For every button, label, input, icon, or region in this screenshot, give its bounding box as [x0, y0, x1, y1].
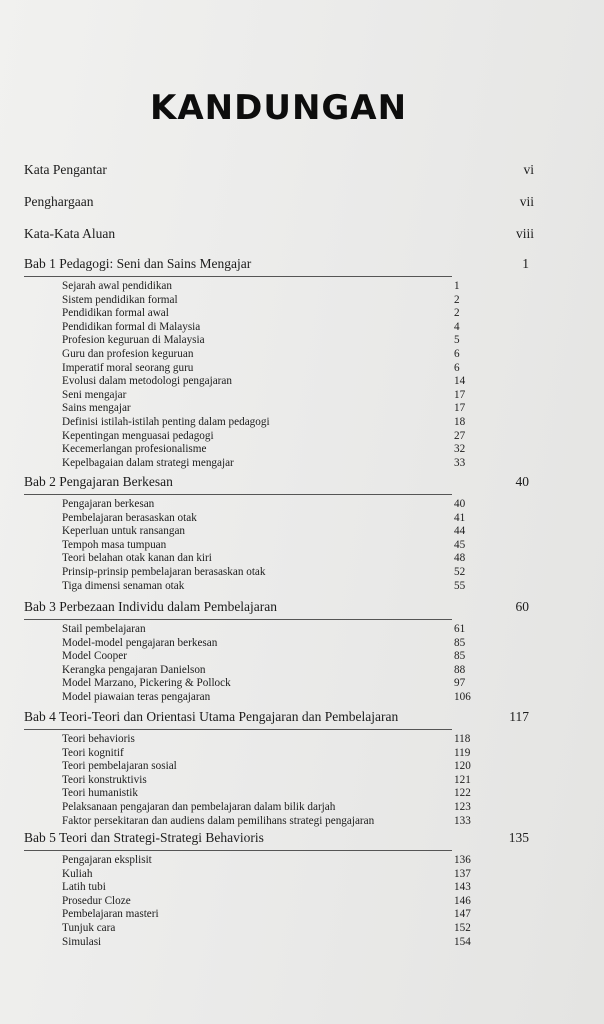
toc-entry	[62, 677, 529, 691]
toc-entry-label: Evolusi dalam metodologi pengajaran	[62, 375, 232, 388]
toc-entry-label: Sistem pendidikan formal	[62, 293, 178, 306]
toc-entry-page: 137	[454, 867, 471, 880]
toc-entry-page: 121	[454, 773, 471, 786]
toc-entry-page: 61	[454, 623, 466, 635]
toc-entry	[62, 637, 529, 651]
toc-entry-label: Simulasi	[62, 935, 102, 948]
toc-entry	[62, 539, 529, 553]
toc-entry-page: 6	[454, 361, 460, 374]
toc-entry	[62, 908, 529, 922]
toc-entry-label: Kuliah	[62, 867, 93, 880]
toc-entry-page: 14	[454, 375, 466, 388]
toc-entry-label: Kepelbagaian dalam strategi mengajar	[62, 456, 234, 469]
chapter-divider	[24, 850, 452, 851]
chapter-block	[24, 599, 529, 705]
toc-entry	[62, 457, 529, 471]
toc-entry-page: 133	[454, 814, 471, 827]
toc-entry-page: 97	[454, 677, 466, 690]
toc-entry-label: Pendidikan formal di Malaysia	[62, 320, 201, 333]
toc-entry-label: Model-model pengajaran berkesan	[62, 636, 218, 649]
toc-entry-page: 136	[454, 854, 471, 866]
toc-entry-label: Tempoh masa tumpuan	[62, 538, 167, 551]
chapter-divider	[24, 276, 452, 277]
toc-entry-label: Guru dan profesion keguruan	[62, 347, 194, 360]
toc-entry-page: 143	[454, 881, 471, 894]
page-title: KANDUNGAN	[150, 88, 408, 128]
toc-entry-page: 146	[454, 894, 471, 907]
toc-entry-label: Pengajaran eksplisit	[62, 854, 152, 866]
toc-entry-label: Seni mengajar	[62, 388, 127, 401]
front-matter-label: Kata Pengantar	[24, 162, 107, 177]
toc-entry-label: Latih tubi	[62, 881, 106, 894]
front-matter-item	[24, 162, 534, 178]
toc-entry-label: Teori pembelajaran sosial	[62, 760, 177, 773]
toc-entry-page: 17	[454, 388, 466, 401]
toc-entry-label: Definisi istilah-istilah penting dalam pedagogi	[62, 415, 270, 428]
front-matter-item	[24, 226, 534, 242]
toc-entry-page: 154	[454, 935, 471, 948]
toc-entry-page: 45	[454, 538, 466, 551]
toc-entry-page: 118	[454, 733, 471, 745]
chapter-heading	[24, 256, 529, 272]
toc-entry	[62, 334, 529, 348]
toc-entry	[62, 294, 529, 308]
toc-entry-label: Teori humanistik	[62, 787, 138, 800]
toc-entry	[62, 307, 529, 321]
toc-entry-page: 1	[454, 280, 460, 292]
toc-entry-label: Kerangka pengajaran Danielson	[62, 663, 206, 676]
toc-entry-label: Faktor persekitaran dan audiens dalam pemilihans strategi pengajaran	[62, 814, 375, 827]
chapter-block	[24, 830, 529, 949]
chapter-block	[24, 474, 529, 593]
toc-entry-label: Teori kognitif	[62, 746, 124, 759]
chapter-divider	[24, 494, 452, 495]
front-matter-item	[24, 194, 534, 210]
toc-entry-label: Pendidikan formal awal	[62, 307, 169, 320]
toc-entry-page: 44	[454, 525, 466, 538]
toc-entry	[62, 362, 529, 376]
toc-entry	[62, 760, 529, 774]
toc-entry-page: 119	[454, 746, 471, 759]
toc-entry	[62, 580, 529, 594]
toc-entry-page: 122	[454, 787, 471, 800]
chapter-title: Bab 1 Pedagogi: Seni dan Sains Mengajar	[24, 256, 252, 271]
toc-entry-page: 4	[454, 320, 460, 333]
toc-entry	[62, 623, 529, 637]
toc-entry	[62, 815, 529, 829]
toc-entry-page: 106	[454, 690, 471, 703]
chapter-page: 40	[515, 474, 529, 489]
toc-entry	[62, 787, 529, 801]
toc-entry-page: 2	[454, 293, 460, 306]
toc-entry	[62, 733, 529, 747]
toc-entry-label: Profesion keguruan di Malaysia	[62, 334, 205, 347]
toc-entry-label: Sains mengajar	[62, 402, 131, 415]
toc-entry-page: 152	[454, 921, 471, 934]
toc-entry-label: Kepentingan menguasai pedagogi	[62, 429, 214, 442]
toc-entry-label: Prosedur Cloze	[62, 894, 131, 907]
toc-entry-page: 55	[454, 579, 466, 592]
toc-entry-label: Pelaksanaan pengajaran dan pembelajaran dalam bilik darjah	[62, 800, 336, 813]
toc-entry	[62, 664, 529, 678]
chapter-title: Bab 2 Pengajaran Berkesan	[24, 474, 173, 489]
toc-entry-label: Model Marzano, Pickering & Pollock	[62, 677, 231, 690]
chapter-title: Bab 5 Teori dan Strategi-Strategi Behavioris	[24, 830, 264, 845]
toc-entry-label: Pengajaran berkesan	[62, 498, 155, 510]
toc-entry-page: 27	[454, 429, 466, 442]
toc-entry-label: Model Cooper	[62, 650, 127, 663]
toc-entry-label: Tunjuk cara	[62, 921, 116, 934]
toc-entry-page: 85	[454, 636, 466, 649]
toc-entry	[62, 416, 529, 430]
toc-entry	[62, 375, 529, 389]
toc-entry	[62, 801, 529, 815]
toc-entry-label: Kecemerlangan profesionalisme	[62, 443, 207, 456]
toc-entry	[62, 321, 529, 335]
toc-entry	[62, 895, 529, 909]
toc-entry	[62, 280, 529, 294]
toc-entry	[62, 498, 529, 512]
chapter-page: 117	[509, 709, 529, 724]
toc-entry-page: 147	[454, 908, 471, 921]
toc-entry-label: Keperluan untuk ransangan	[62, 525, 186, 538]
toc-entry	[62, 774, 529, 788]
toc-entry	[62, 525, 529, 539]
toc-entry	[62, 443, 529, 457]
toc-entry	[62, 868, 529, 882]
toc-entry-page: 17	[454, 402, 466, 415]
toc-entry	[62, 650, 529, 664]
chapter-block	[24, 709, 529, 828]
toc-entry-label: Teori konstruktivis	[62, 773, 147, 786]
front-matter-page: viii	[515, 226, 534, 241]
toc-entry-label: Model piawaian teras pengajaran	[62, 690, 211, 703]
toc-entry	[62, 402, 529, 416]
toc-entry-page: 88	[454, 663, 466, 676]
toc-entry	[62, 552, 529, 566]
toc-entry-label: Sejarah awal pendidikan	[62, 280, 172, 292]
toc-entry	[62, 348, 529, 362]
toc-entry	[62, 566, 529, 580]
front-matter-label: Kata-Kata Aluan	[24, 226, 116, 241]
chapter-heading	[24, 830, 529, 846]
front-matter-page: vi	[523, 162, 534, 177]
toc-entry-page: 40	[454, 498, 466, 510]
chapter-divider	[24, 729, 452, 730]
toc-entry-label: Pembelajaran berasaskan otak	[62, 511, 197, 524]
toc-entry	[62, 389, 529, 403]
toc-entry-label: Prinsip-prinsip pembelajaran berasaskan otak	[62, 565, 266, 578]
toc-entry-label: Stail pembelajaran	[62, 623, 146, 635]
chapter-block	[24, 256, 529, 470]
toc-entry-label: Pembelajaran masteri	[62, 908, 159, 921]
toc-entry	[62, 747, 529, 761]
chapter-title: Bab 3 Perbezaan Individu dalam Pembelajaran	[24, 599, 278, 614]
toc-entry-page: 32	[454, 443, 466, 456]
chapter-page: 1	[522, 256, 529, 271]
toc-entry-label: Teori belahan otak kanan dan kiri	[62, 552, 212, 565]
chapter-divider	[24, 619, 452, 620]
chapter-heading	[24, 599, 529, 615]
toc-entry-page: 52	[454, 565, 466, 578]
toc-entry-page: 85	[454, 650, 466, 663]
chapter-page: 135	[508, 830, 529, 845]
front-matter-page: vii	[519, 194, 534, 209]
toc-entry-label: Tiga dimensi senaman otak	[62, 579, 185, 592]
toc-entry	[62, 430, 529, 444]
chapter-title: Bab 4 Teori-Teori dan Orientasi Utama Pengajaran dan Pembelajaran	[24, 709, 399, 724]
chapter-heading	[24, 474, 529, 490]
toc-entry-page: 120	[454, 760, 471, 773]
toc-entry-label: Imperatif moral seorang guru	[62, 361, 194, 374]
chapter-heading	[24, 709, 529, 725]
toc-entry	[62, 881, 529, 895]
toc-entry-page: 5	[454, 334, 460, 347]
chapter-page: 60	[515, 599, 529, 614]
front-matter-label: Penghargaan	[24, 194, 94, 209]
toc-entry-page: 18	[454, 415, 466, 428]
toc-entry	[62, 854, 529, 868]
toc-entry-page: 33	[454, 456, 466, 469]
toc-entry-page: 2	[454, 307, 460, 320]
toc-entry-page: 41	[454, 511, 466, 524]
toc-entry-page: 48	[454, 552, 466, 565]
toc-entry	[62, 691, 529, 705]
toc-entry-label: Teori behavioris	[62, 733, 135, 745]
toc-entry	[62, 512, 529, 526]
toc-entry-page: 123	[454, 800, 471, 813]
toc-entry-page: 6	[454, 347, 460, 360]
toc-entry	[62, 922, 529, 936]
toc-entry	[62, 936, 529, 950]
